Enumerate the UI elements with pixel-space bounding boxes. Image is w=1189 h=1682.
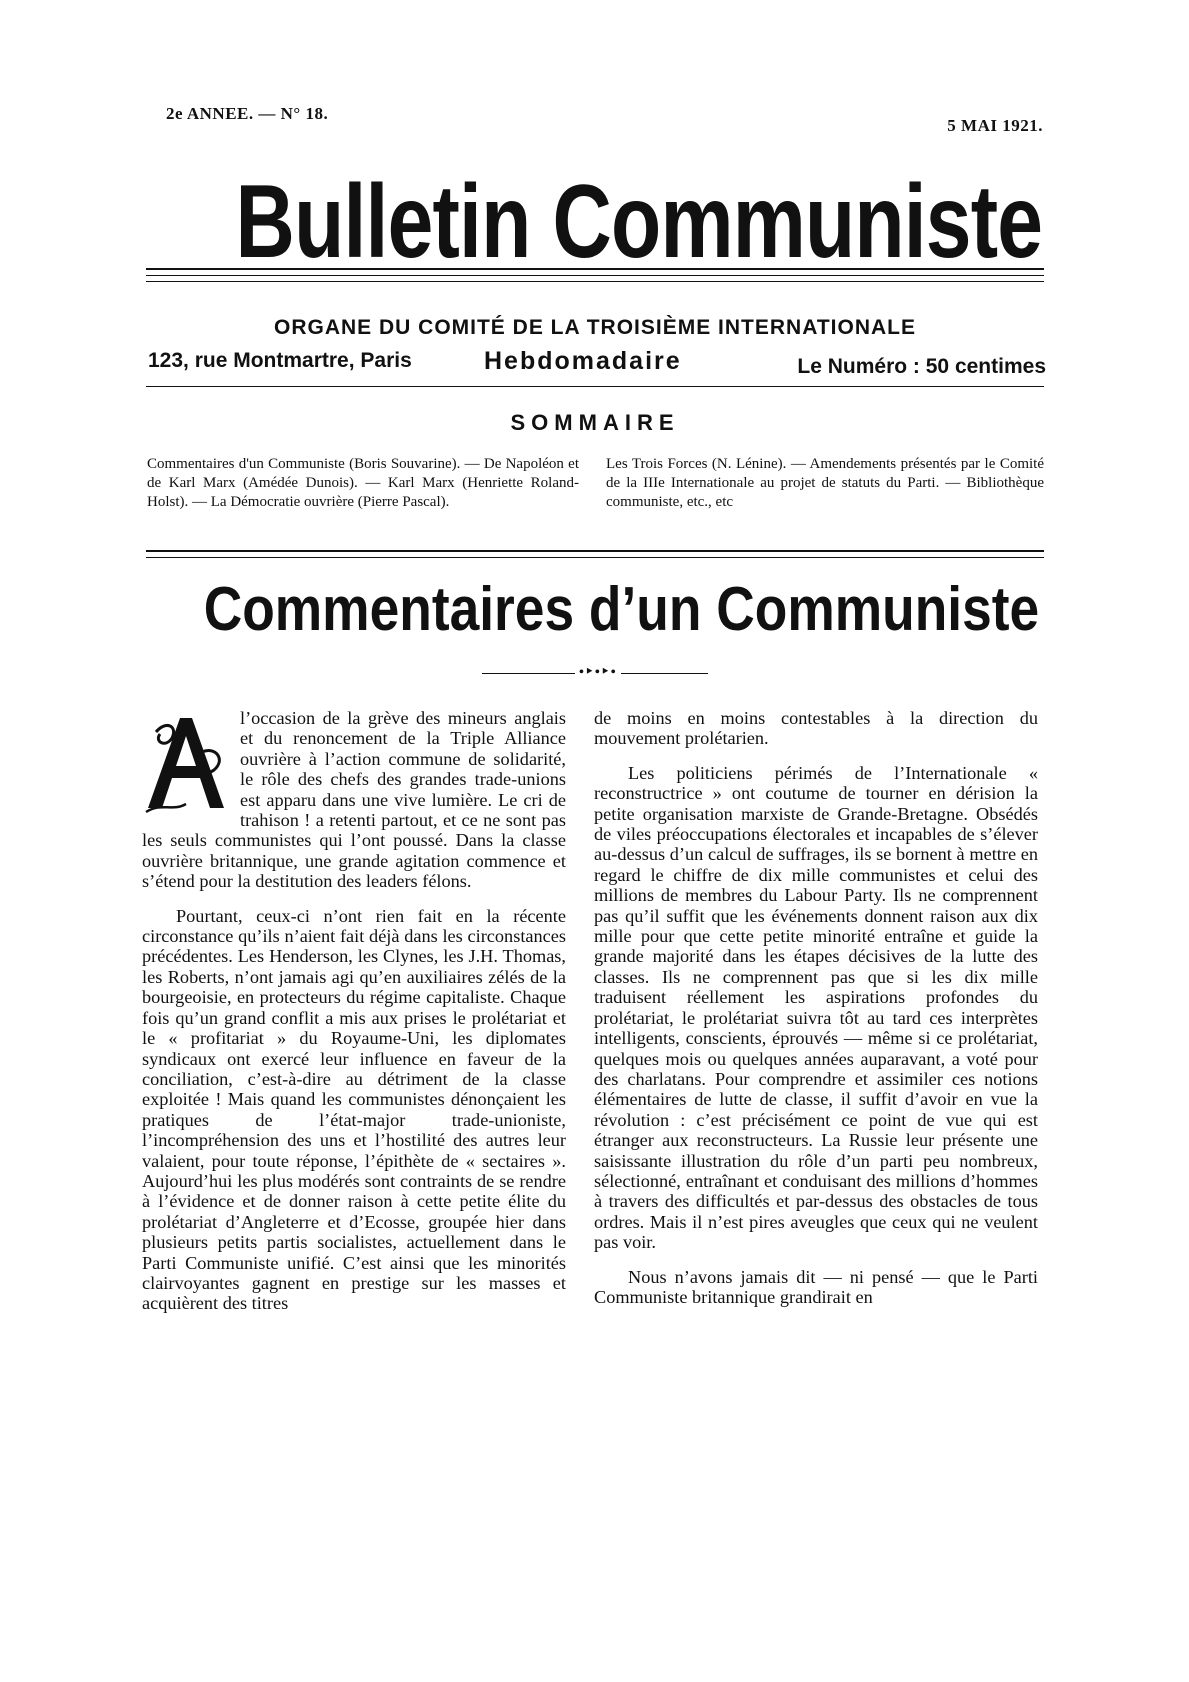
sommaire-right: Les Trois Forces (N. Lénine). — Amendements présentés par le Comité de la IIIe Internationale au projet de statuts du Parti. — Bibliothèque communiste, etc., etc xyxy=(606,456,1044,510)
ornament-icon: •‣•‣• xyxy=(575,664,621,681)
sommaire-left: Commentaires d'un Communiste (Boris Souvarine). — De Napoléon et de Karl Marx (Amédée Dunois). — Karl Marx (Henriette Roland-Holst). — La Démocratie ouvrière (Pierre Pascal). xyxy=(147,456,579,510)
article-column-left xyxy=(142,708,566,1314)
address: 123, rue Montmartre, Paris xyxy=(148,349,412,372)
article-paragraph: de moins en moins contestables à la direction du mouvement prolétarien. xyxy=(594,708,1038,749)
sommaire-title: SOMMAIRE xyxy=(510,410,680,435)
ornament-divider xyxy=(482,665,708,680)
price: Le Numéro : 50 centimes xyxy=(797,355,1046,378)
issue-date: 5 MAI 1921. xyxy=(947,116,1043,135)
masthead-rule-thin xyxy=(146,281,1044,282)
issue-line xyxy=(156,104,1043,134)
dropcap-letter-icon xyxy=(142,712,230,816)
article-paragraph: Pourtant, ceux-ci n’ont rien fait en la récente circonstance qu’ils n’aient fait déjà dans les circonstances précédentes. Les Henderson, les Clynes, les J.H. Thomas, les Roberts, n’ont jamais agi qu’en auxiliaires zélés de la bourgeoisie, en protecteurs du régime capitaliste. Chaque fois qu’un grand conflit a mis aux prises le prolétariat et le « profitariat » du Royaume-Uni, les diplomates syndicaux ont exercé leur influence en faveur de la conciliation, c’est-à-dire au détriment de la classe exploitée ! Mais quand les communistes dénonçaient les pratiques de l’état-major trade-unioniste, l’incompréhension des uns et l’hostilité des autres leur valaient, pour toute réponse, l’épithète de « sectaires ». Aujourd’hui les plus modérés sont contraints de se rendre à l’évidence et de donner raison à cette petite élite du prolétariat d’Angleterre et d’Ecosse, groupée hier dans plusieurs petits partis socialistes, actuellement dans le Parti Communiste unifié. C’est ainsi que les minorités clairvoyantes gagnent en prestige sur les masses et acquièrent des titres xyxy=(142,905,566,1314)
issue-number: 2e ANNEE. — N° 18. xyxy=(166,104,329,123)
article-column-right xyxy=(594,708,1038,1307)
article-title: Commentaires d’un Communiste xyxy=(203,575,1040,644)
article-paragraph: Nous n’avons jamais dit — ni pensé — que le Parti Communiste britannique grandirait en xyxy=(594,1266,1038,1307)
frequency: Hebdomadaire xyxy=(484,347,682,375)
article-paragraph: Les politiciens périmés de l’Internationale « reconstructrice » ont coutume de tourner en dérision la petite organisation marxiste de Grande-Bretagne. Obsédés de viles préoccupations électorales et incapables de s’élever au-dessus d’un calcul de suffrages, ils se bornent à mettre en regard le chiffre de dix mille communistes et celui des millions de membres du Labour Party. Ils ne comprennent pas qu’il suffit que les événements donnent raison aux dix mille pour que cette petite minorité entraîne et guide la grande majorité dans les étapes décisives de la lutte des classes. Ils ne comprennent pas que si les dix mille traduisent réellement les aspirations profondes du prolétariat, le prolétariat suivra tôt au tard ces interprètes intelligents, conscients, éprouvés — même si ce prolétariat, quelques mois ou quelques années auparavant, a voté pour des charlatans. Pour comprendre et assimiler ces notions élémentaires de lutte de classe, il suffit d’avoir en vue la révolution : c’est précisément ce point de vue qui est étranger aux reconstructeurs. La Russie leur présente une saisissante illustration du rôle d’un parti peu nombreux, sélectionné, entraînant et conduisant des millions d’hommes à travers des difficultés et par-dessus des obstacles de tous ordres. Mais il n’est pires aveugles que ceux qui ne veulent pas voir. xyxy=(594,762,1038,1253)
info-line xyxy=(148,349,1046,379)
article-paragraph: l’occasion de la grève des mineurs anglais et du renoncement de la Triple Alliance ouvrière à l’action commune de solidarité, le rôle des chefs des grandes trade-unions est apparu dans une vive lumière. Le cri de trahison ! a retenti partout, et ce ne sont pas les seuls communistes qui l’ont poussé. Dans la classe ouvrière britannique, une grande agitation commence et s’étend pour la destitution des leaders félons. xyxy=(142,708,566,892)
masthead-title: Bulletin Communiste xyxy=(235,164,1043,280)
info-rule xyxy=(146,386,1044,387)
sommaire-rule xyxy=(146,550,1044,558)
organe-line: ORGANE DU COMITÉ DE LA TROISIÈME INTERNATIONALE xyxy=(273,316,916,339)
masthead-rule xyxy=(146,268,1044,276)
